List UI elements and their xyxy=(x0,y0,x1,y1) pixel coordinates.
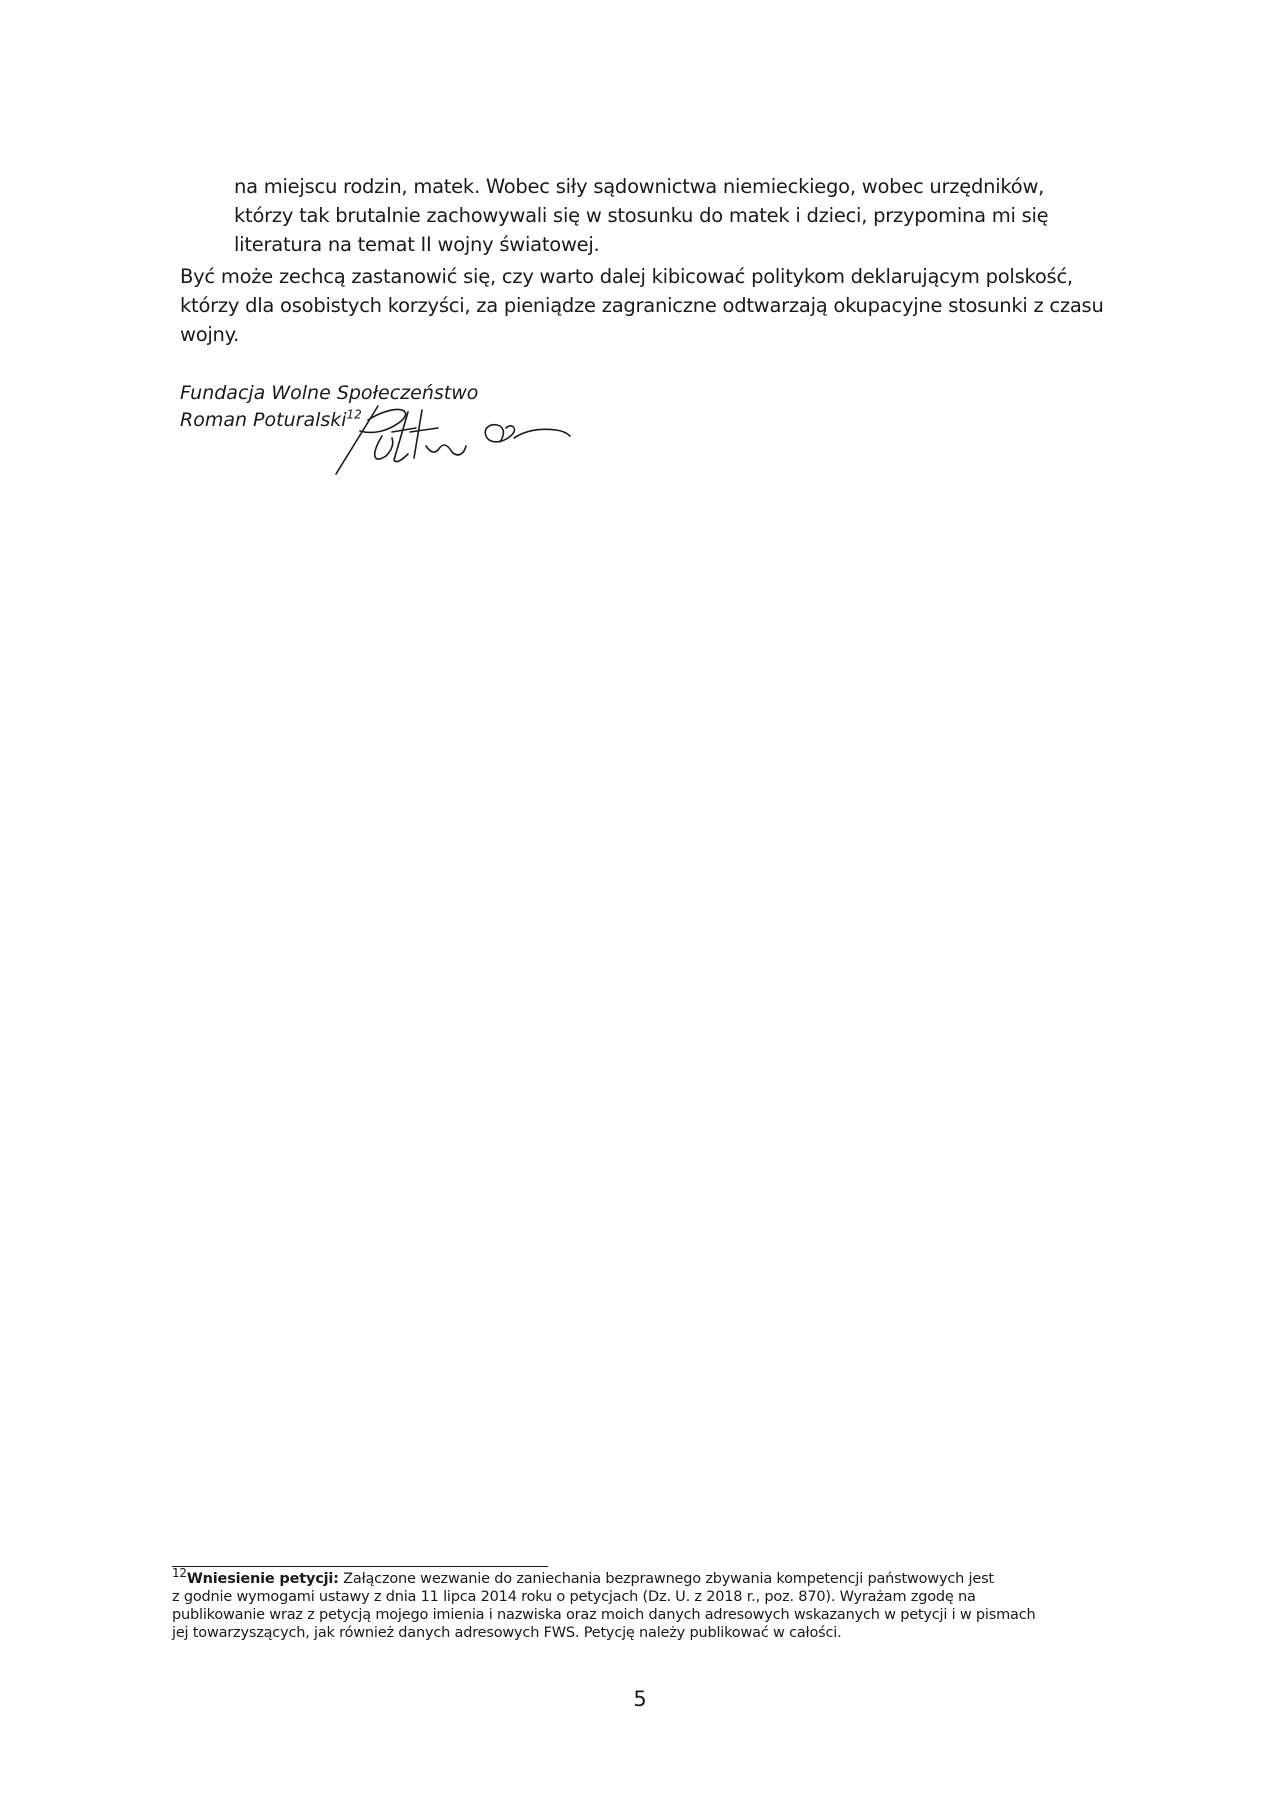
footnote-separator xyxy=(172,1566,548,1567)
organization-name: Fundacja Wolne Społeczeństwo xyxy=(180,382,479,404)
handwritten-signature xyxy=(330,398,620,478)
text-line: na miejscu rodzin, matek. Wobec siły sądownictwa niemieckiego, wobec urzędników, xyxy=(234,175,1045,198)
footnote-text: publikowanie wraz z petycją mojego imienia i nazwiska oraz moich danych adresowych wskazanych w petycji i w pismach xyxy=(172,1607,1036,1623)
text-line: którzy tak brutalnie zachowywali się w stosunku do matek i dzieci, przypomina mi się xyxy=(234,204,1049,227)
footnote-label: Wniesienie petycji: xyxy=(186,1571,339,1587)
text-line: którzy dla osobistych korzyści, za pieniądze zagraniczne odtwarzają okupacyjne stosunki z czasu xyxy=(180,294,1104,317)
page-number: 5 xyxy=(633,1687,647,1711)
footnote-text: jej towarzyszących, jak również danych adresowych FWS. Petycję należy publikować w całości. xyxy=(172,1625,842,1641)
body-paragraph xyxy=(180,262,1140,349)
indented-paragraph xyxy=(234,172,1134,259)
text-line: Być może zechcą zastanowić się, czy warto dalej kibicować politykom deklarującym polskość, xyxy=(180,265,1073,288)
text-line: literatura na temat II wojny światowej. xyxy=(234,233,600,256)
text-line: wojny. xyxy=(180,323,240,346)
signer-name: Roman Poturalski xyxy=(180,409,347,431)
footnote-number: 12 xyxy=(172,1566,187,1581)
footnote-text: Załączone wezwanie do zaniechania bezprawnego zbywania kompetencji państwowych jest xyxy=(338,1571,994,1587)
footnote-line-1 xyxy=(172,1566,1118,1588)
footnote xyxy=(172,1566,1118,1642)
footnote-text: z godnie wymogami ustawy z dnia 11 lipca 2014 roku o petycjach (Dz. U. z 2018 r., poz. 870). Wyrażam zgodę na xyxy=(172,1589,976,1605)
footnote-reference: 12 xyxy=(346,407,362,422)
